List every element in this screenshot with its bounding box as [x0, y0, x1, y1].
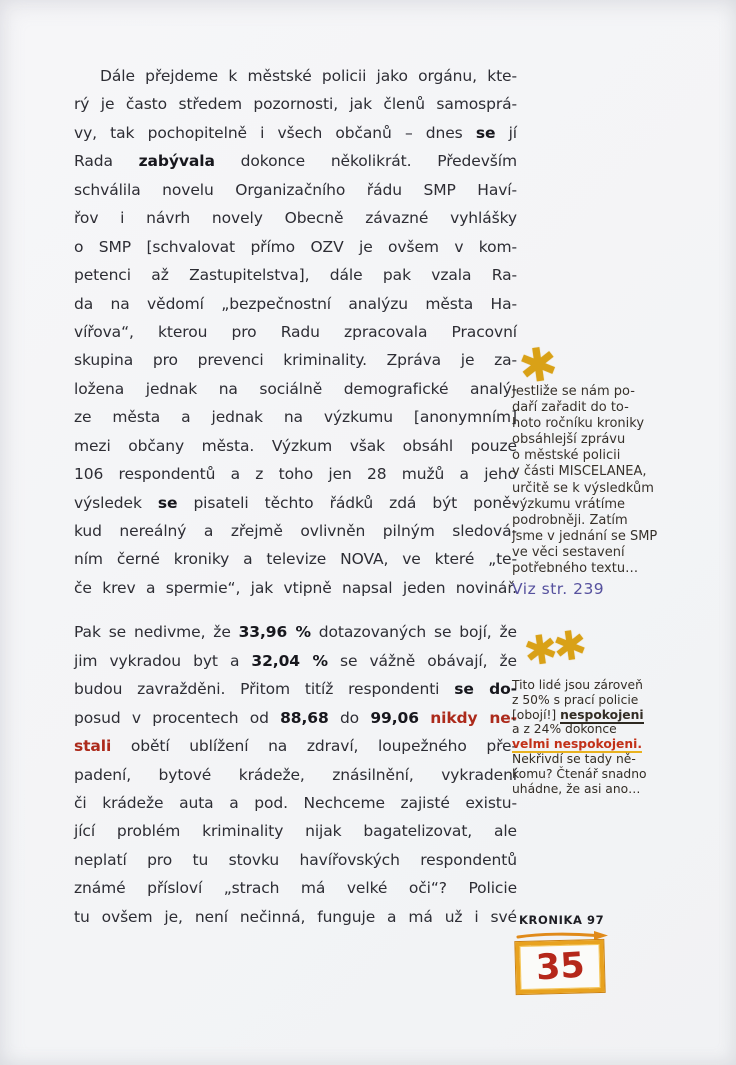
text-line: [74, 119, 517, 147]
margin-note-body: [512, 384, 712, 577]
text-line: [512, 782, 694, 797]
text-line: [74, 732, 517, 760]
text-line: [74, 545, 517, 573]
text-line: [74, 290, 517, 318]
text-line: [74, 675, 517, 703]
text-line: [74, 176, 517, 204]
text-line: [512, 513, 712, 529]
text-line: [74, 62, 517, 90]
text-segment: posud v procentech od: [74, 708, 281, 727]
text-segment: a z 24% dokonce: [512, 722, 617, 737]
text-line: [512, 416, 712, 432]
text-segment: neplatí pro tu stovku havířovských respondentů: [74, 850, 517, 869]
text-line: [74, 403, 517, 431]
text-segment: jim vykradou byt a: [74, 651, 252, 670]
text-segment: nikdy ne-: [430, 708, 517, 727]
page-reference: Viz str. 239: [512, 580, 605, 599]
text-line: [512, 384, 712, 400]
text-segment: se: [157, 493, 178, 512]
text-segment: stali: [74, 737, 112, 756]
text-line: [74, 647, 517, 675]
text-segment: če krev a spermie“, jak vtipně napsal jeden novinář.: [74, 578, 517, 597]
footnote-double-star-icon: ✱✱: [521, 622, 586, 676]
text-segment: známé přísloví „strach má velké oči“? Policie: [74, 879, 517, 898]
text-segment: 99,06: [370, 708, 419, 727]
text-line: [512, 693, 694, 708]
text-segment: [obojí!]: [512, 707, 561, 722]
text-segment: rý je často středem pozornosti, jak členů samosprá-: [74, 95, 517, 114]
text-line: [74, 817, 517, 845]
text-segment: Dále přejdeme k městské policii jako orgánu, kte-: [100, 67, 517, 85]
text-segment: 106 respondentů a z toho jen 28 mužů a jeho: [74, 465, 517, 484]
text-line: [512, 752, 694, 767]
text-line: [512, 561, 712, 577]
text-segment: ložena jednak na sociálně demografické analý-: [74, 379, 517, 398]
text-segment: daří zařadit do to-: [512, 400, 629, 416]
text-segment: da na vědomí „bezpečnostní analýzu města Ha-: [74, 294, 517, 313]
text-line: [512, 722, 694, 737]
page-number-box: [515, 940, 604, 994]
text-segment: z 50% s prací policie: [512, 692, 639, 707]
margin-note-body: [512, 678, 694, 796]
text-segment: uhádne, že asi ano…: [512, 781, 641, 796]
text-segment: se vážně obávají, že: [327, 651, 517, 670]
text-segment: do: [328, 708, 371, 727]
paragraph: [74, 62, 517, 602]
text-line: [512, 737, 694, 752]
text-line: [74, 903, 517, 931]
text-segment: ve věci sestavení: [512, 544, 625, 560]
text-segment: se do-: [454, 680, 517, 699]
text-line: [512, 481, 712, 497]
text-segment: jí: [495, 123, 517, 142]
text-line: [74, 233, 517, 261]
chronicle-label: KRONIKA 97: [519, 913, 605, 927]
text-segment: jsme v jednání se SMP: [512, 528, 658, 544]
text-segment: o SMP [schvalovat přímo OZV je ovšem v kom-: [74, 237, 517, 256]
text-segment: 88,68: [280, 708, 329, 727]
text-line: [74, 874, 517, 902]
text-line: [74, 460, 517, 488]
margin-note-1: [512, 384, 712, 597]
text-line: [74, 346, 517, 374]
page-number: 35: [534, 945, 586, 988]
text-line: [74, 318, 517, 346]
text-line: [512, 708, 694, 723]
text-segment: řov i návrh novely Obecně závazné vyhlášky: [74, 209, 517, 228]
text-segment: dotazovaných se bojí, že: [310, 623, 517, 642]
text-line: [74, 517, 517, 545]
text-segment: zabývala: [138, 152, 215, 171]
text-segment: ním černé kroniky a televize NOVA, ve které „te-: [74, 550, 517, 569]
text-line: [74, 846, 517, 874]
text-line: [74, 147, 517, 175]
text-line: [74, 432, 517, 460]
text-segment: komu? Čtenář snadno: [512, 766, 647, 781]
text-line: [512, 529, 712, 545]
paragraph: [74, 618, 517, 931]
text-segment: podrobněji. Zatím: [512, 512, 628, 528]
text-line: [74, 618, 517, 646]
text-segment: tu ovšem je, není nečinná, funguje a má už i své: [74, 907, 517, 926]
text-segment: Rada: [74, 152, 139, 171]
text-segment: mezi občany města. Výzkum však obsáhl pouze: [74, 436, 517, 455]
text-segment: se: [475, 123, 496, 142]
text-line: [74, 761, 517, 789]
text-segment: hoto ročníku kroniky: [512, 416, 645, 432]
text-line: [512, 678, 694, 693]
text-segment: velmi nespokojeni.: [512, 737, 643, 752]
text-line: [512, 448, 712, 464]
text-segment: ze města a jednak na výzkumu [anonymním]: [74, 408, 517, 427]
text-line: [512, 497, 712, 513]
text-segment: o městské policii: [512, 448, 621, 464]
text-segment: vířova“, kterou pro Radu zpracovala Pracovní: [74, 322, 517, 341]
text-segment: nespokojeni: [560, 707, 644, 722]
text-segment: jící problém kriminality nijak bagatelizovat, ale: [74, 822, 517, 841]
text-segment: schválila novelu Organizačního řádu SMP Haví-: [74, 180, 517, 199]
text-segment: pisateli těchto řádků zdá být poně-: [177, 493, 517, 512]
text-segment: padení, bytové krádeže, znásilnění, vykradení: [74, 765, 517, 784]
text-line: [74, 489, 517, 517]
text-segment: obětí ublížení na zdraví, loupežného pře-: [111, 737, 517, 756]
text-segment: obsáhlejší zprávu: [512, 432, 626, 448]
text-line: [74, 90, 517, 118]
text-segment: potřebného textu…: [512, 561, 639, 577]
text-line: [74, 789, 517, 817]
text-line: [512, 545, 712, 561]
main-text: [74, 62, 517, 931]
text-segment: vy, tak pochopitelně i všech občanů – dnes: [74, 123, 476, 142]
text-segment: výsledek: [74, 493, 158, 512]
text-segment: Jestliže se nám po-: [512, 384, 635, 399]
text-segment: [419, 709, 430, 727]
text-segment: budou zavražděni. Přitom titíž respondenti: [74, 680, 455, 699]
text-segment: 33,96 %: [238, 623, 311, 642]
text-segment: 32,04 %: [251, 651, 328, 670]
text-line: [512, 400, 712, 416]
text-line: [74, 375, 517, 403]
text-line: [74, 261, 517, 289]
text-segment: skupina pro prevenci kriminality. Zpráva je za-: [74, 351, 517, 370]
text-line: [512, 432, 712, 448]
text-segment: kud nereálný a zřejmě ovlivněn pilným sledová-: [74, 522, 517, 540]
text-segment: Tito lidé jsou zároveň: [512, 678, 643, 692]
text-segment: v části MISCELANEA,: [512, 464, 647, 480]
text-segment: výzkumu vrátíme: [512, 496, 625, 512]
text-segment: Pak se nedivme, že: [74, 623, 239, 642]
text-line: [512, 464, 712, 480]
text-line: [74, 704, 517, 732]
margin-note-2: [512, 678, 694, 796]
text-segment: petenci až Zastupitelstva], dále pak vzala Ra-: [74, 266, 517, 285]
text-line: [74, 204, 517, 232]
text-segment: či krádeže auta a pod. Nechceme zajisté existu-: [74, 793, 517, 812]
text-segment: dokonce několikrát. Především: [214, 152, 517, 171]
text-line: [512, 767, 694, 782]
text-segment: Nekřivdí se tady ně-: [512, 751, 636, 766]
text-line: [74, 574, 517, 602]
text-segment: určitě se k výsledkům: [512, 480, 654, 496]
footnote-star-icon: ✱: [515, 335, 562, 395]
